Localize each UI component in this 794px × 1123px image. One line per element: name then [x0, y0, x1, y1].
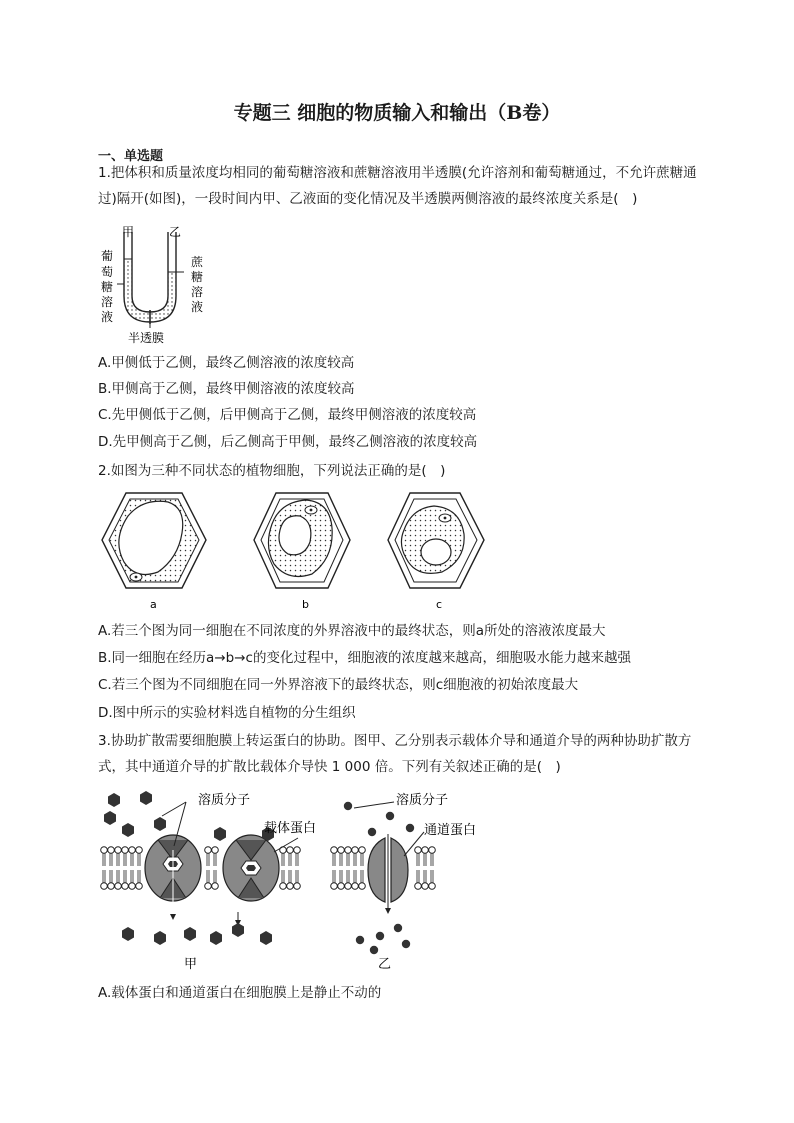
- channel-protein: [368, 834, 408, 914]
- u-tube-inner: [132, 232, 168, 312]
- left-solution-char-1: 葡: [101, 249, 114, 263]
- label-membrane: 半透膜: [128, 331, 165, 345]
- cell-label-a: a: [150, 598, 157, 611]
- q2-option-b: B.同一细胞在经历a→b→c的变化过程中，细胞液的浓度越来越高，细胞吸水能力越来越强: [98, 650, 631, 666]
- label-channel-protein: 通道蛋白: [424, 823, 477, 838]
- q2-option-a: A.若三个图为同一细胞在不同浓度的外界溶液中的最终状态，则a所处的溶液浓度最大: [98, 623, 606, 639]
- q1-option-d: D.先甲侧高于乙侧，后乙侧高于甲侧，最终乙侧溶液的浓度较高: [98, 434, 478, 450]
- left-solution-char-5: 液: [101, 310, 114, 324]
- q1-stem: 1.把体积和质量浓度均相同的葡萄糖溶液和蔗糖溶液用半透膜(允许溶剂和葡萄糖通过，不允许蔗糖通过)隔开(如图)，一段时间内甲、乙液面的变化情况及半透膜两侧溶液的最终浓度关系是( ): [98, 165, 697, 207]
- q2-option-d: D.图中所示的实验材料选自植物的分生组织: [98, 705, 356, 721]
- cell-c: [388, 493, 484, 588]
- right-solution-char-3: 溶: [191, 285, 204, 299]
- label-carrier-protein: 载体蛋白: [264, 821, 317, 836]
- q1-option-b: B.甲侧高于乙侧，最终甲侧溶液的浓度较高: [98, 381, 355, 397]
- left-solution-char-2: 萄: [101, 265, 114, 279]
- left-solution-char-3: 糖: [101, 280, 114, 294]
- section-heading: 一、单选题: [98, 149, 164, 164]
- q2-option-c: C.若三个图为不同细胞在同一外界溶液下的最终状态，则c细胞液的初始浓度最大: [98, 677, 579, 693]
- page-title: 专题三 细胞的物质输入和输出（B卷）: [233, 102, 561, 124]
- right-solution-char-4: 液: [191, 300, 204, 314]
- q1-option-a: A.甲侧低于乙侧，最终乙侧溶液的浓度较高: [98, 355, 355, 371]
- q2-cells-figure: [98, 488, 498, 614]
- cell-a: [102, 493, 206, 588]
- cell-label-c: c: [436, 598, 443, 611]
- label-solute-left: 溶质分子: [198, 793, 251, 808]
- q1-option-c: C.先甲侧低于乙侧，后甲侧高于乙侧，最终甲侧溶液的浓度较高: [98, 407, 477, 423]
- label-yi: 乙: [378, 957, 392, 972]
- q2-stem: 2.如图为三种不同状态的植物细胞，下列说法正确的是( ): [98, 463, 446, 479]
- q1-u-tube-figure: [98, 224, 218, 348]
- carrier-protein-1: [145, 835, 201, 920]
- carrier-protein-2: [223, 835, 279, 926]
- left-solution-char-4: 溶: [101, 295, 114, 309]
- right-solution-char-2: 糖: [191, 270, 204, 284]
- label-solute-right: 溶质分子: [396, 793, 449, 808]
- right-solution-char-1: 蔗: [191, 255, 204, 269]
- cell-label-b: b: [302, 598, 309, 611]
- label-jia: 甲: [122, 225, 135, 239]
- q3-diffusion-figure: [98, 788, 498, 978]
- q3-stem: 3.协助扩散需要细胞膜上转运蛋白的协助。图甲、乙分别表示载体介导和通道介导的两种协助扩散方式，其中通道介导的扩散比载体介导快 1 000 倍。下列有关叙述正确的是( ): [98, 733, 692, 775]
- label-jia: 甲: [184, 957, 198, 972]
- cell-b: [254, 493, 350, 588]
- q3-option-a: A.载体蛋白和通道蛋白在细胞膜上是静止不动的: [98, 985, 382, 1001]
- label-yi: 乙: [169, 225, 182, 239]
